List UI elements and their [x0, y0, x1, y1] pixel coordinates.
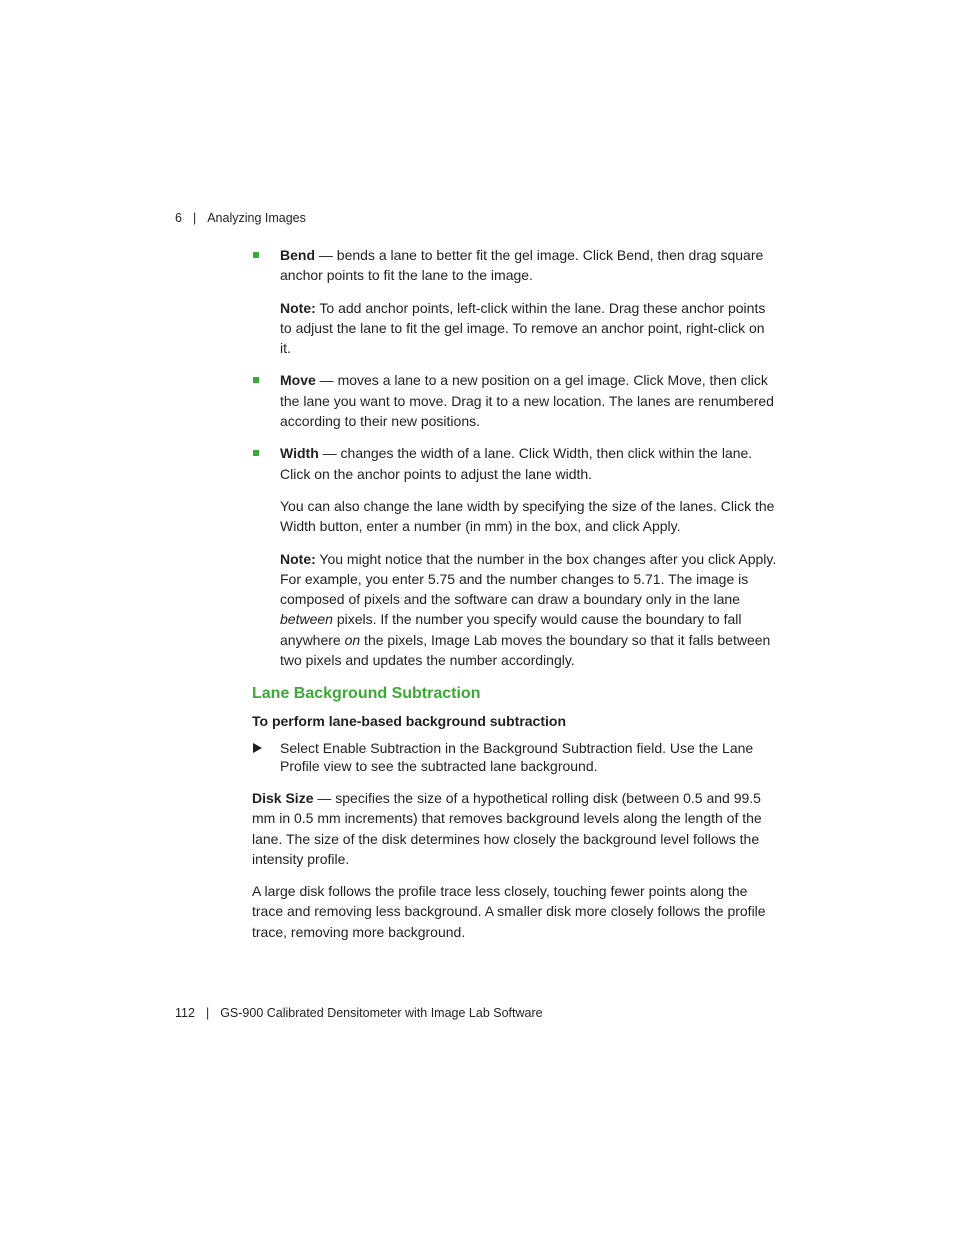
closing-paragraph: A large disk follows the profile trace less closely, touching fewer points along the trace and removing less background. A smaller disk more closely follows the profile trace, removing more background.: [252, 883, 766, 940]
header-separator: |: [192, 211, 197, 225]
page-content: [252, 245, 777, 954]
chapter-number: 6: [175, 211, 182, 225]
width-note-text-1: You might notice that the number in the box changes after you click Apply. For example, you enter 5.75 and the number changes to 5.71. The image is composed of pixels and the software can draw a boundary only in the lane: [280, 550, 777, 608]
bend-term: Bend: [280, 247, 315, 263]
bend-note-text: To add anchor points, left-click within the lane. Drag these anchor points to adjust the lane to fit the gel image. To remove an anchor point, right-click on it.: [280, 299, 766, 357]
bend-text: — bends a lane to better fit the gel image. Click Bend, then drag square anchor points to fit the lane to the image.: [280, 247, 764, 284]
running-header: [175, 211, 306, 225]
disk-size-text: — specifies the size of a hypothetical rolling disk (between 0.5 and 99.5 mm in 0.5 mm increments) that removes background levels along the length of the lane. The size of the disk determines how closely the background level follows the intensity profile.: [252, 789, 762, 867]
width-note-text-2: pixels. If the number you specify would cause the boundary to fall anywhere: [280, 611, 742, 648]
width-paragraph: You can also change the lane width by specifying the size of the lanes. Click the Width button, enter a number (in mm) in the box, and click Apply.: [280, 497, 775, 535]
disk-size-term: Disk Size: [252, 789, 314, 806]
bullet-bend: [252, 245, 777, 286]
procedure-heading: To perform lane-based background subtraction: [252, 712, 567, 729]
move-text: — moves a lane to a new position on a gel image. Click Move, then click the lane you want to move. Drag it to a new location. The lanes are renumbered according to their new positions.: [280, 372, 774, 430]
bullet-move: [252, 370, 777, 431]
bullet-width: [252, 443, 777, 484]
document-title: GS-900 Calibrated Densitometer with Image Lab Software: [220, 1006, 543, 1020]
step-text: Select Enable Subtraction in the Background Subtraction field. Use the Lane Profile view to see the subtracted lane background.: [280, 739, 754, 775]
running-footer: [175, 1006, 543, 1020]
width-note-em-2: on: [344, 631, 361, 648]
width-note: [252, 549, 777, 671]
move-term: Move: [280, 372, 316, 389]
square-bullet-icon: [253, 252, 259, 258]
square-bullet-icon: [253, 377, 259, 383]
width-note-em-1: between: [280, 611, 333, 628]
square-bullet-icon: [253, 450, 259, 456]
section-heading: Lane Background Subtraction: [252, 685, 481, 703]
bend-note: [252, 298, 777, 359]
disk-size-paragraph: [252, 788, 777, 869]
chapter-title: Analyzing Images: [207, 211, 306, 225]
width-note-text-3: the pixels, Image Lab moves the boundary so that it falls between two pixels and updates the number accordingly.: [280, 631, 771, 669]
footer-separator: |: [205, 1006, 210, 1020]
width-term: Width: [280, 445, 319, 462]
width-text: — changes the width of a lane. Click Width, then click within the lane. Click on the anchor points to adjust the lane width.: [280, 445, 753, 482]
procedure-step: [252, 739, 777, 776]
triangle-arrow-icon: [253, 743, 262, 753]
page-number: 112: [175, 1006, 195, 1020]
note-label: Note:: [280, 299, 316, 316]
note-label: Note:: [280, 550, 316, 567]
